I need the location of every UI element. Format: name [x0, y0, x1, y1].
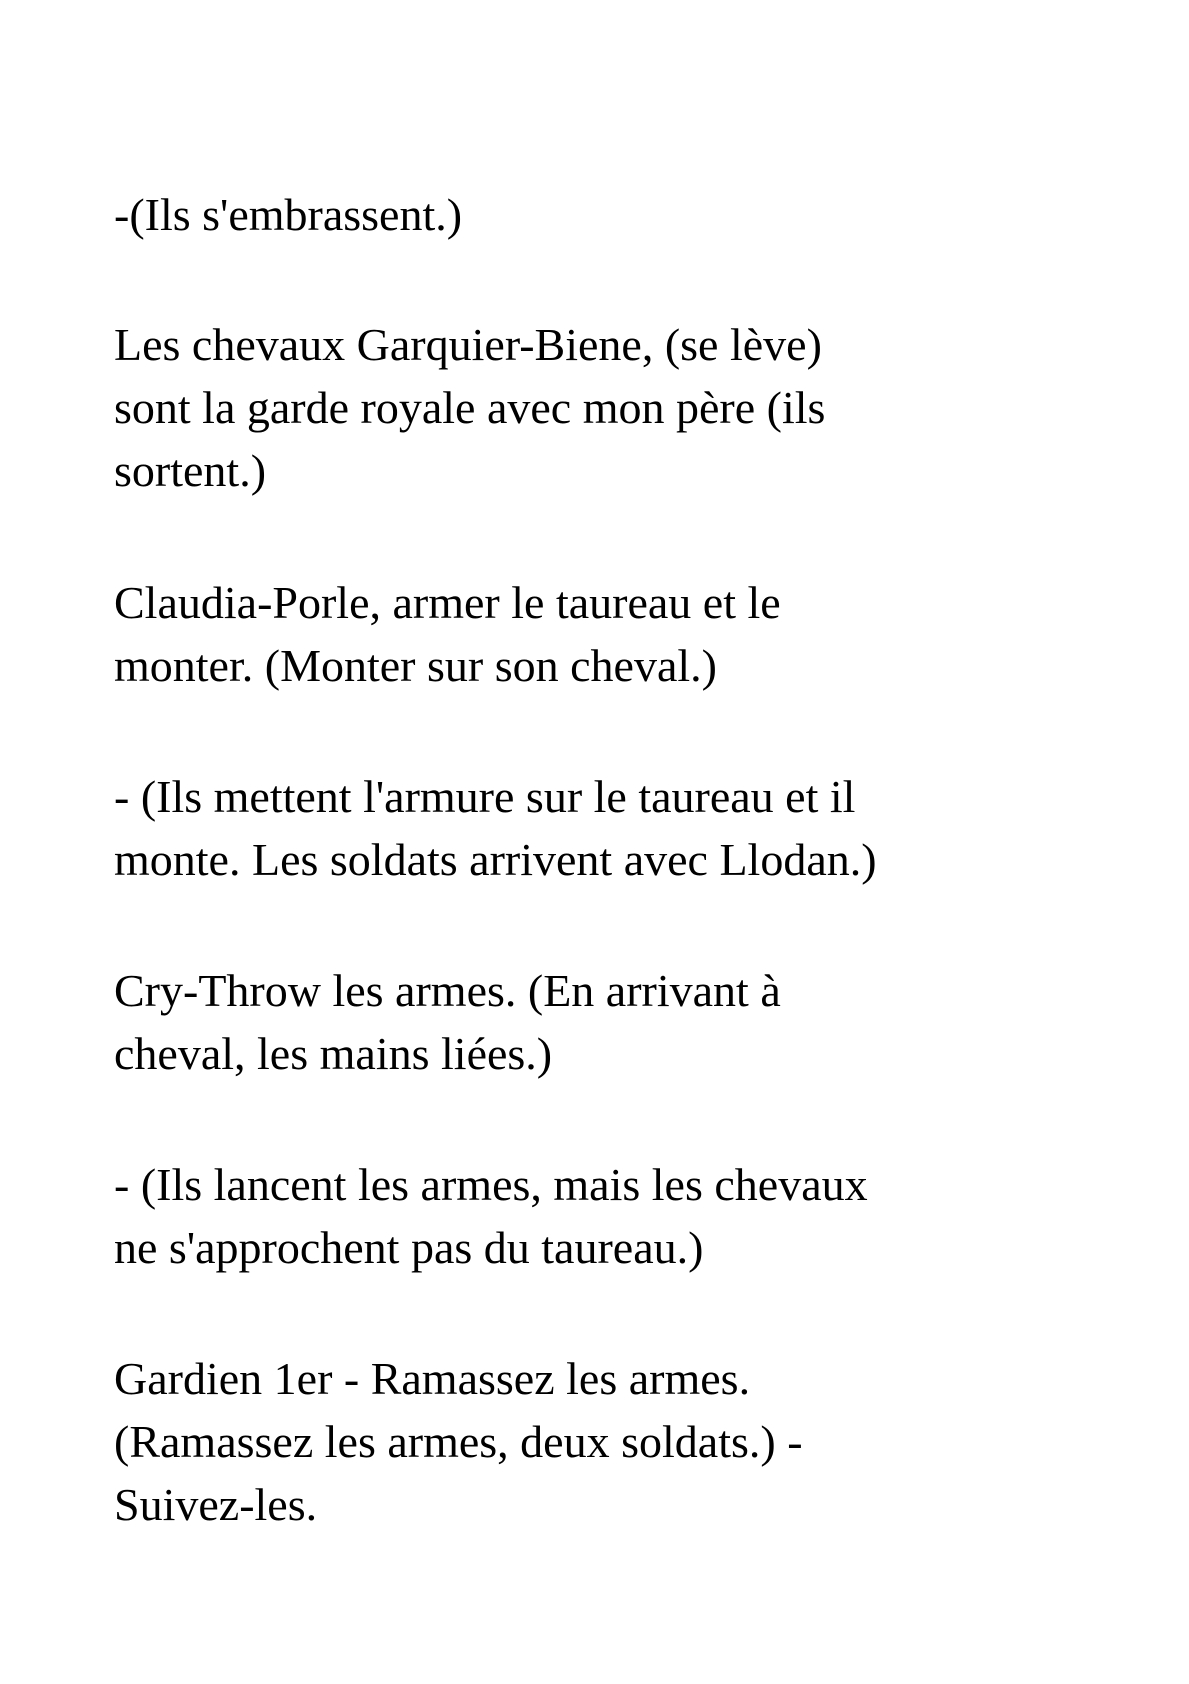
text-line: Suivez-les. [114, 1479, 318, 1530]
text-line: cheval, les mains liées.) [114, 1028, 553, 1079]
text-line: monte. Les soldats arrivent avec Llodan.) [114, 834, 877, 885]
text-line: - (Ils lancent les armes, mais les chevaux [114, 1159, 868, 1210]
text-line: - (Ils mettent l'armure sur le taureau et il [114, 771, 856, 822]
text-line: Cry-Throw les armes. (En arrivant à [114, 965, 781, 1016]
text-line: (Ramassez les armes, deux soldats.) - [114, 1416, 803, 1467]
text-line: Gardien 1er - Ramassez les armes. [114, 1353, 751, 1404]
text-line: ne s'approchent pas du taureau.) [114, 1222, 704, 1273]
text-line: Les chevaux Garquier-Biene, (se lève) [114, 319, 822, 370]
text-line: Claudia-Porle, armer le taureau et le [114, 577, 781, 628]
text-line: sortent.) [114, 445, 267, 496]
text-line: monter. (Monter sur son cheval.) [114, 640, 717, 691]
text-line: -(Ils s'embrassent.) [114, 189, 463, 240]
text-line: sont la garde royale avec mon père (ils [114, 382, 826, 433]
